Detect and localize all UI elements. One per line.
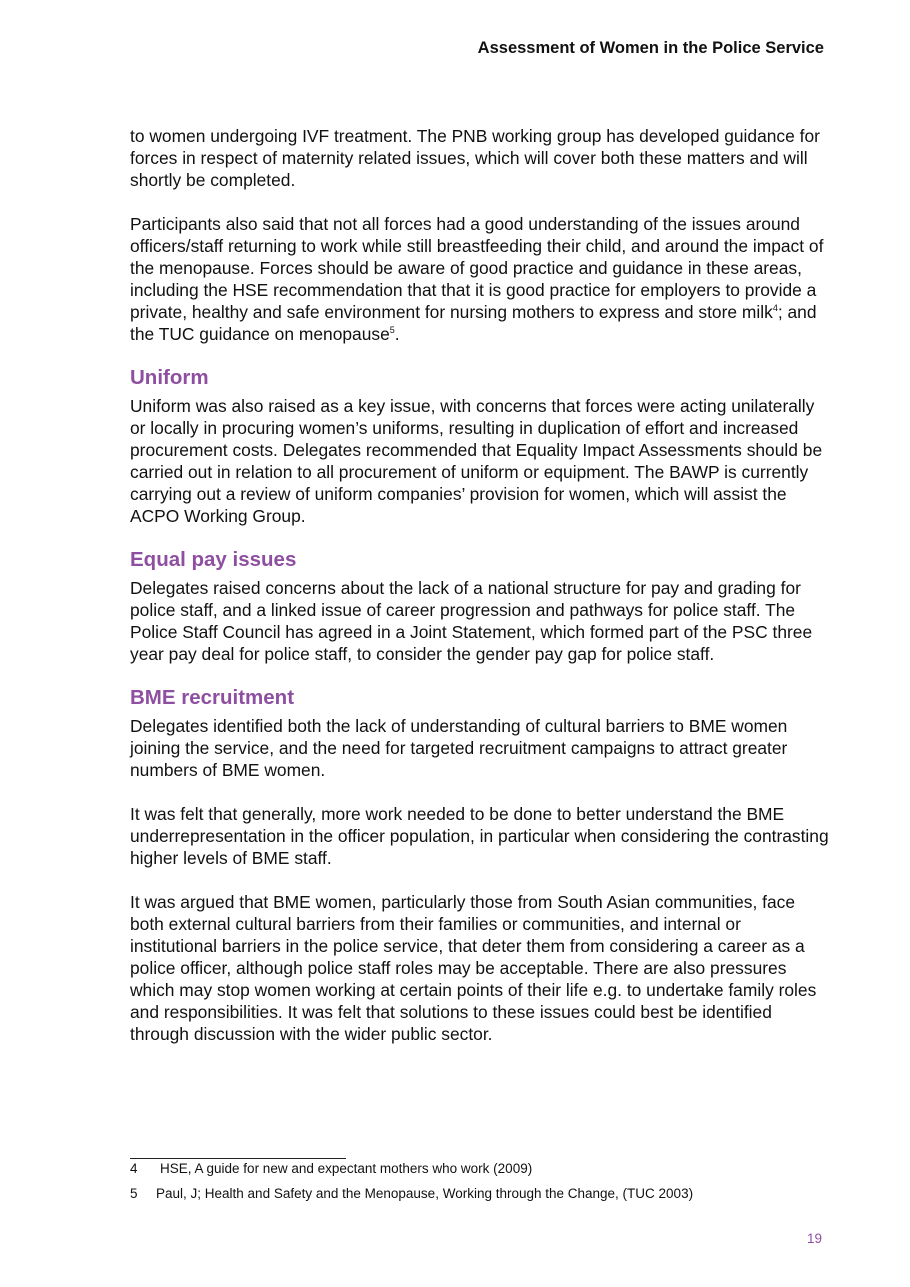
footnote-ref-4[interactable]: 4 xyxy=(772,303,778,313)
page-number: 19 xyxy=(806,1231,822,1246)
footnote-divider xyxy=(130,1158,346,1159)
paragraph-ivf: to women undergoing IVF treatment. The PNB working group has developed guidance for forces in respect of maternity related issues, which will cover both these matters and will shortly be completed. xyxy=(130,126,820,190)
paragraph-equal-pay: Delegates raised concerns about the lack of a national structure for pay and grading for police staff, and a linked issue of career progression and pathways for police staff. The Police Staff Council has agreed in a Joint Statement, which formed part of the PSC three year pay deal for police staff, to consider the gender pay gap for police staff. xyxy=(130,578,813,664)
footnote-ref-5[interactable]: 5 xyxy=(389,325,395,335)
paragraph-bme-underrepresentation: It was felt that generally, more work needed to be done to better understand the BME underrepresentation in the officer population, in particular when considering the contrasting higher levels of BME staff. xyxy=(130,804,829,868)
footnote-5 xyxy=(130,1186,693,1202)
footnote-text: HSE, A guide for new and expectant mothers who work (2009) xyxy=(160,1161,533,1176)
section-heading-uniform: Uniform xyxy=(130,366,209,389)
paragraph-text: ; and the TUC guidance on menopause xyxy=(130,302,817,344)
page-content xyxy=(130,125,830,1067)
paragraph-bme-pressures: It was argued that BME women, particularly those from South Asian communities, face both external cultural barriers from their families or communities, and internal or institutional barriers in the police service, that deter them from considering a career as a police officer, although police staff roles may be acceptable. There are also pressures which may stop women working at certain points of their life e.g. to undertake family roles and responsibilities. It was felt that solutions to these issues could best be identified through discussion with the wider public sector. xyxy=(130,892,817,1044)
section-heading-bme-recruitment: BME recruitment xyxy=(130,686,295,709)
footnote-number: 4 xyxy=(130,1161,138,1176)
paragraph-breastfeeding xyxy=(130,213,830,345)
running-header: Assessment of Women in the Police Service xyxy=(477,39,824,57)
footnote-4 xyxy=(130,1161,532,1177)
paragraph-uniform: Uniform was also raised as a key issue, with concerns that forces were acting unilaterally or locally in procuring women’s uniforms, resulting in duplication of effort and increased procurement costs. Delegates recommended that Equality Impact Assessments should be carried out in relation to all procurement of uniform or equipment. The BAWP is currently carrying out a review of uniform companies’ provision for women, which will assist the ACPO Working Group. xyxy=(130,396,823,526)
paragraph-text: . xyxy=(394,324,400,344)
section-heading-equal-pay: Equal pay issues xyxy=(130,548,297,571)
footnote-text: Paul, J; Health and Safety and the Menopause, Working through the Change, (TUC 2003) xyxy=(156,1186,694,1201)
footnote-number: 5 xyxy=(130,1186,138,1201)
paragraph-text: Participants also said that not all forces had a good understanding of the issues around officers/staff returning to work while still breastfeeding their child, and around the impact of the menopause. Forces should be aware of good practice and guidance in these areas, including the HSE recommendation that that it is good practice for employers to provide a private, healthy and safe environment for nursing mothers to express and store milk xyxy=(130,214,824,322)
paragraph-bme-barriers: Delegates identified both the lack of understanding of cultural barriers to BME women joining the service, and the need for targeted recruitment campaigns to attract greater numbers of BME women. xyxy=(130,716,788,780)
